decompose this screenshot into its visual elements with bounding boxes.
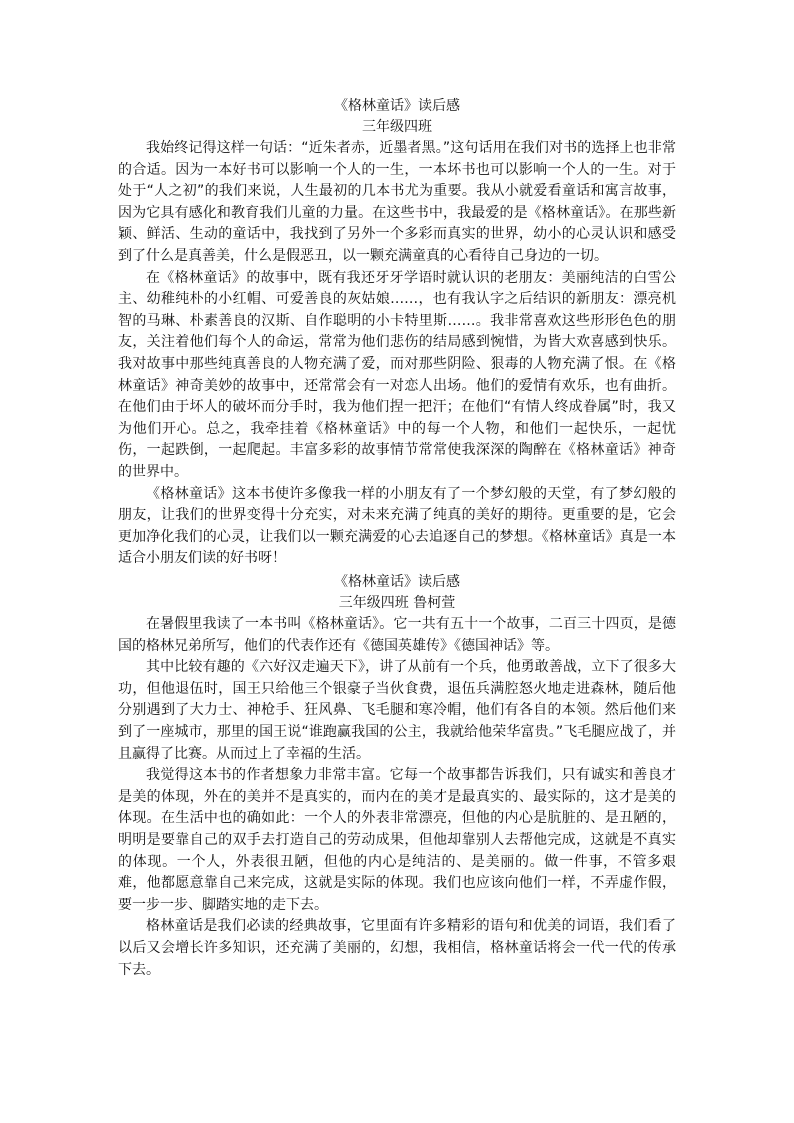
essay-paragraph: 《格林童话》这本书使许多像我一样的小朋友有了一个梦幻般的天堂，有了梦幻般的朋友，让我们的世界变得十分充实，对未来充满了纯真的美好的期待。更重要的是，它会更加净化我们的心灵，让我们以一颗充满爱的心去追逐自己的梦想。《格林童话》真是一本适合小朋友们读的好书呀！	[118, 485, 676, 567]
essay-paragraph: 在暑假里我读了一本书叫《格林童话》。它一共有五十一个故事，二百三十四页，是德国的格林兄弟所写，他们的代表作还有《德国英雄传》《德国神话》等。	[118, 616, 676, 654]
essay-byline: 三年级四班 鲁柯萱	[338, 595, 456, 611]
essay-paragraph: 我始终记得这样一句话：“近朱者赤，近墨者黑。”这句话用在我们对书的选择上也非常的合适。因为一本好书可以影响一个人的一生，一本坏书也可以影响一个人的一生。对于处于“人之初”的我们来说，人生最初的几本书尤为重要。我从小就爱看童话和寓言故事，因为它具有感化和教育我们儿童的力量。在这些书中，我最爱的是《格林童话》。在那些新颖、鲜活、生动的童话中，我找到了另外一个多彩而真实的世界，幼小的心灵认识和感受到了什么是真善美，什么是假恶丑，以一颗充满童真的心看待自己身边的一切。	[118, 140, 676, 264]
essay-title: 《格林童话》读后感	[334, 98, 460, 114]
essay-paragraph: 其中比较有趣的《六好汉走遍天下》，讲了从前有一个兵，他勇敢善战，立下了很多大功，但他退伍时，国王只给他三个银豪子当伙食费，退伍兵满腔怒火地走进森林，随后他分别遇到了大力士、神枪手、狂风鼻、飞毛腿和寒冷帽，他们有各自的本领。然后他们来到了一座城市，那里的国王说“谁跑赢我国的公主，我就给他荣华富贵。”飞毛腿应战了，并且赢得了比赛。从而过上了幸福的生活。	[118, 659, 676, 762]
essay-paragraph: 在《格林童话》的故事中，既有我还牙牙学语时就认识的老朋友：美丽纯洁的白雪公主、幼稚纯朴的小红帽、可爱善良的灰姑娘……，也有我认字之后结识的新朋友：漂亮机智的马琳、朴素善良的汉斯、自作聪明的小卡特里斯……。我非常喜欢这些形形色色的朋友，关注着他们每个人的命运，常常为他们悲伤的结局感到惋惜，为皆大欢喜感到快乐。我对故事中那些纯真善良的人物充满了爱，而对那些阴险、狠毒的人物充满了恨。在《格林童话》神奇美妙的故事中，还常常会有一对恋人出场。他们的爱情有欢乐，也有曲折。在他们由于坏人的破坏而分手时，我为他们捏一把汗；在他们“有情人终成眷属”时，我又为他们开心。总之，我牵挂着《格林童话》中的每一个人物，和他们一起快乐，一起忧伤，一起跌倒，一起爬起。丰富多彩的故事情节常常使我深深的陶醉在《格林童话》神奇的世界中。	[118, 269, 676, 480]
essay-paragraph: 我觉得这本书的作者想象力非常丰富。它每一个故事都告诉我们，只有诚实和善良才是美的体现，外在的美并不是真实的，而内在的美才是最真实的、最实际的，这才是美的体现。在生活中也的确如此：一个人的外表非常漂亮，但他的内心是肮脏的、是丑陋的，明明是要靠自己的双手去打造自己的劳动成果，但他却靠别人去帮他完成，这就是不真实的体现。一个人，外表很丑陋，但他的内心是纯洁的、是美丽的。做一件事，不管多艰难，他都愿意靠自己来完成，这就是实际的体现。我们也应该向他们一样，不弄虚作假，要一步一步、脚踏实地的走下去。	[118, 767, 676, 913]
essay-paragraph: 格林童话是我们必读的经典故事，它里面有许多精彩的语句和优美的词语，我们看了以后又会增长许多知识，还充满了美丽的，幻想，我相信，格林童话将会一代一代的传承下去。	[118, 918, 676, 978]
essay-1	[118, 96, 676, 570]
essay-byline: 三年级四班	[362, 119, 432, 135]
essay-2	[118, 572, 676, 981]
essay-title: 《格林童话》读后感	[334, 574, 460, 590]
